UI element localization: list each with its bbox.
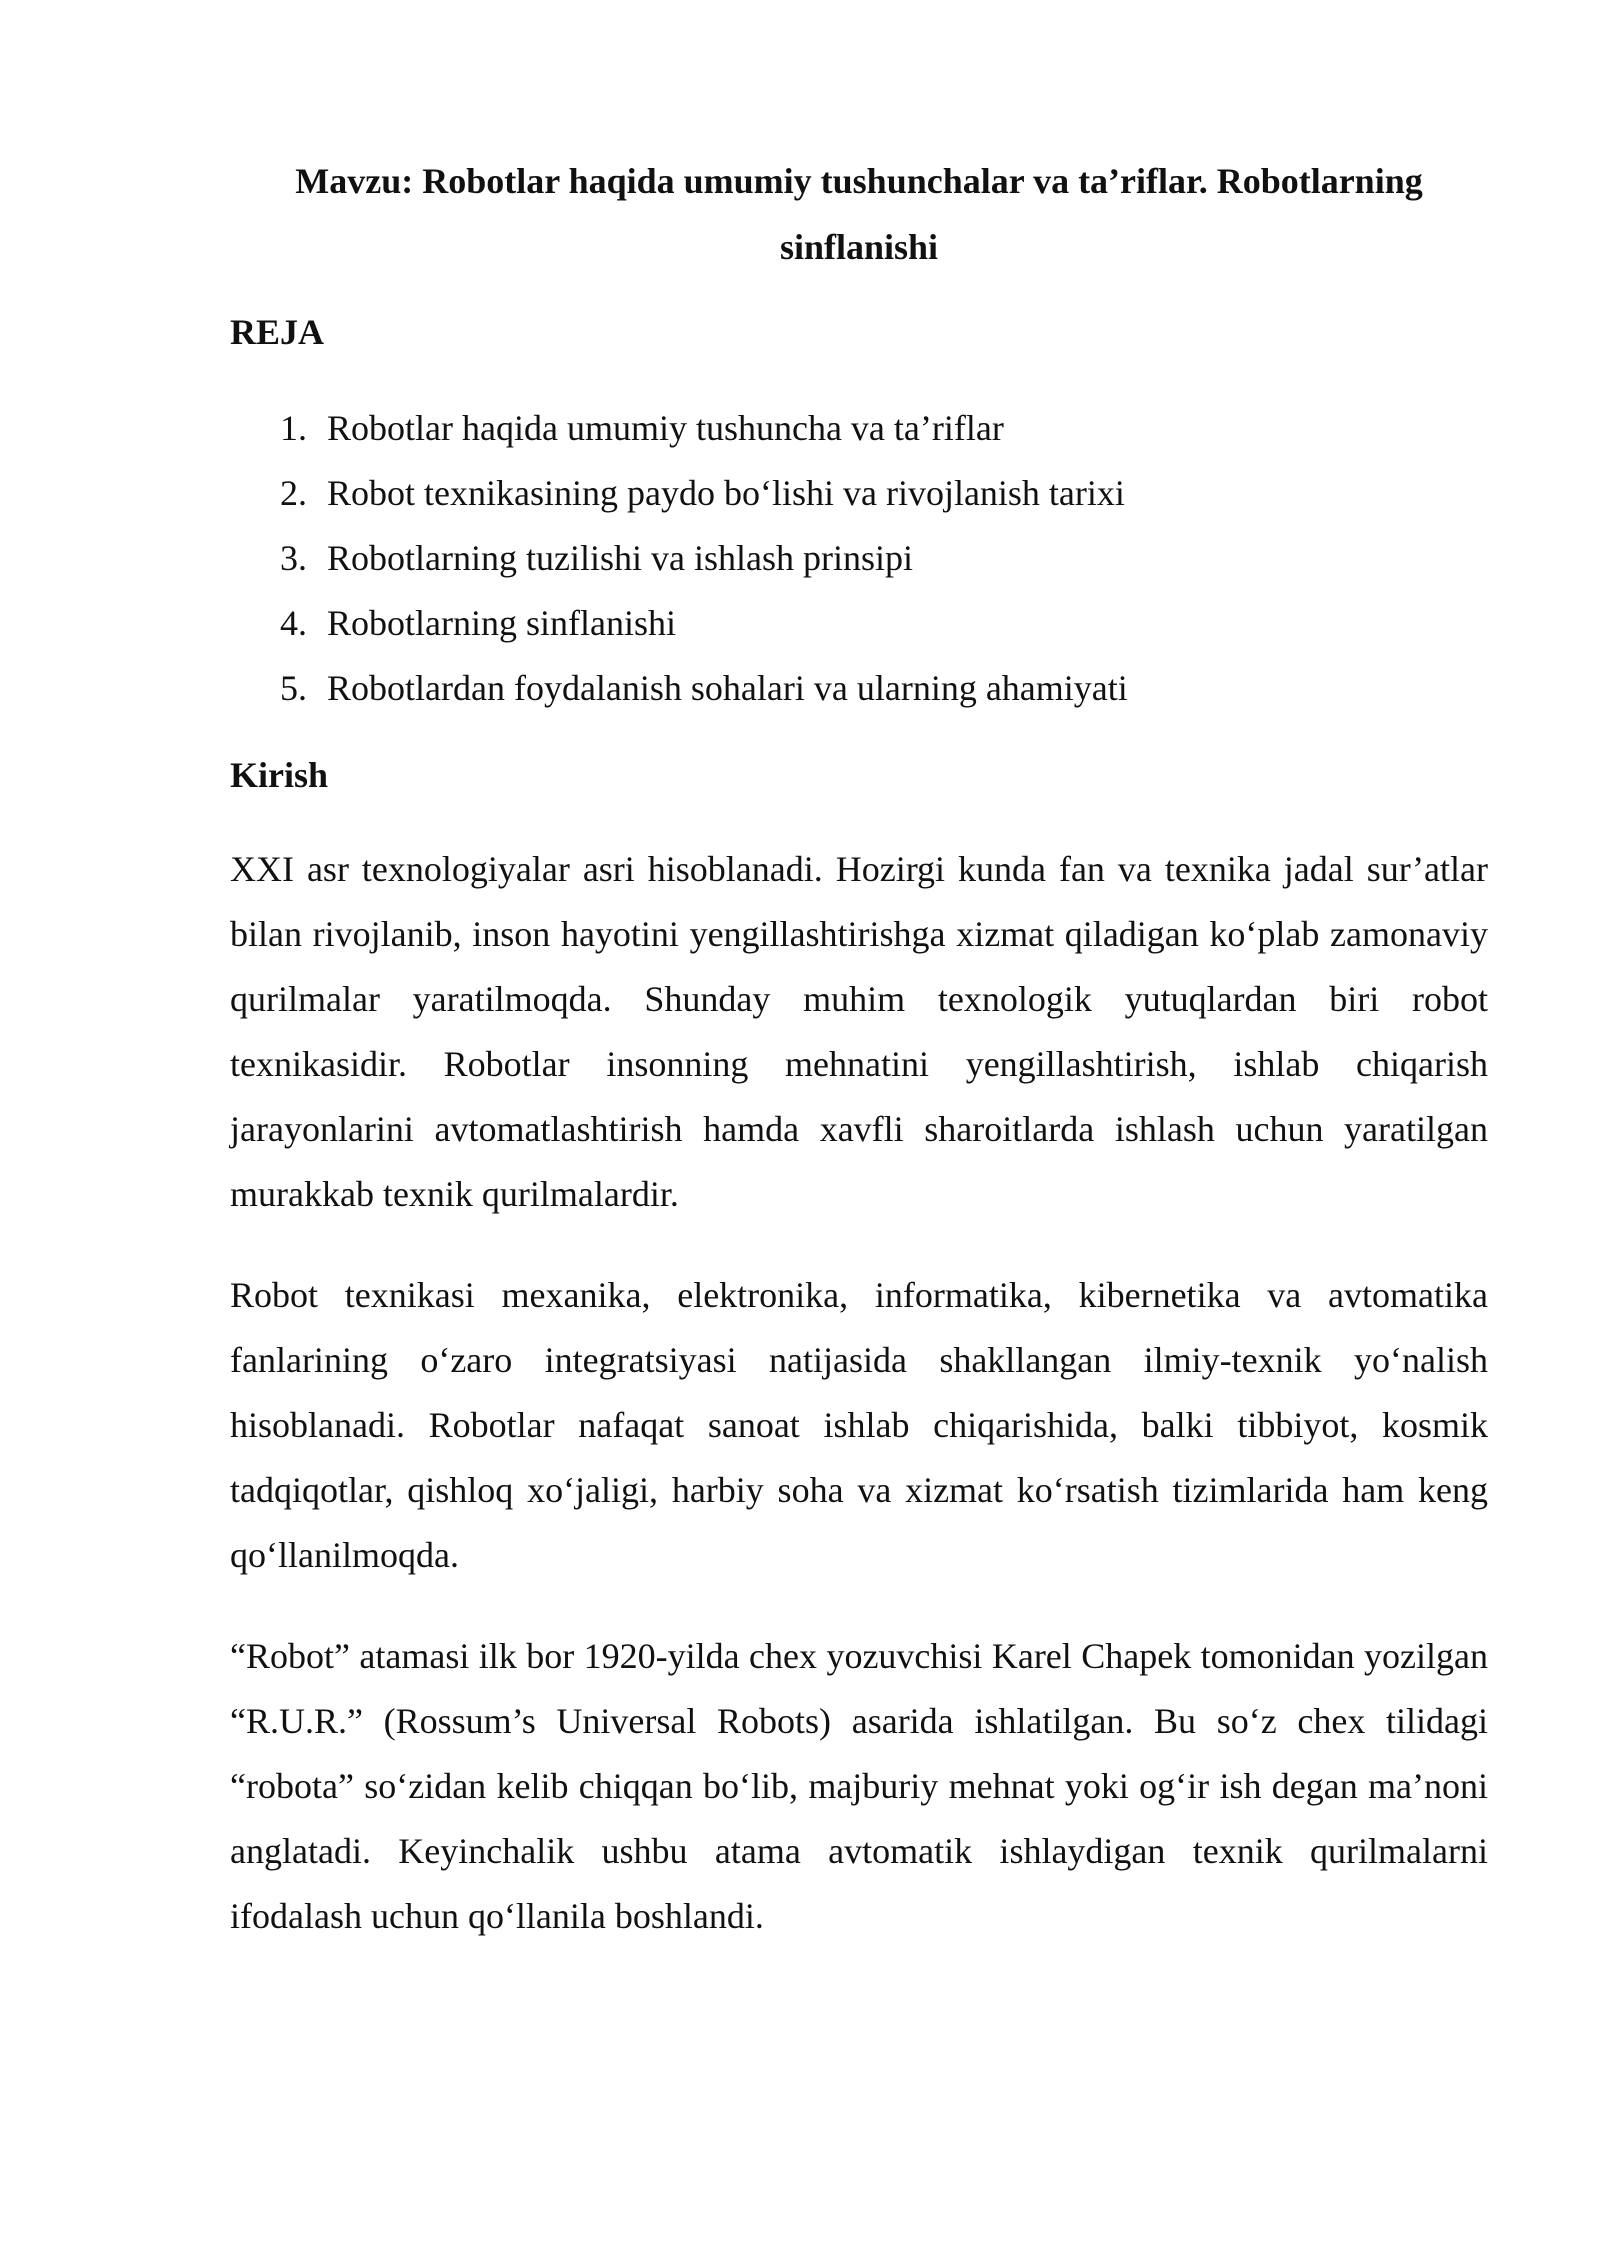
plan-list [230,396,1488,721]
plan-item-number: 5. [280,668,307,708]
intro-heading: Kirish [230,755,329,795]
document-page [230,148,1488,1949]
plan-item-number: 4. [280,603,307,643]
plan-item [230,396,1488,461]
plan-item-text: Robotlarning tuzilishi va ishlash prinsipi [327,538,913,578]
plan-item-number: 1. [280,408,307,448]
plan-item [230,461,1488,526]
plan-item-text: Robotlarning sinflanishi [327,603,676,643]
intro-paragraph-2: Robot texnikasi mexanika, elektronika, informatika, kibernetika va avtomatika fanlarining o‘zaro integratsiyasi natijasida shakllangan ilmiy-texnik yo‘nalish hisoblanadi. Robotlar nafaqat sanoat ishlab chiqarishida, balki tibbiyot, kosmik tadqiqotlar, qishloq xo‘jaligi, harbiy soha va xizmat ko‘rsatish tizimlarida ham keng qo‘llanilmoqda. [230,1275,1488,1575]
plan-item [230,656,1488,721]
plan-item-number: 2. [280,473,307,513]
plan-item-text: Robotlar haqida umumiy tushuncha va ta’riflar [327,408,1004,448]
plan-item [230,591,1488,656]
plan-item-text: Robotlardan foydalanish sohalari va ularning ahamiyati [327,668,1128,708]
plan-item [230,526,1488,591]
plan-heading: REJA [230,312,325,352]
document-title: Mavzu: Robotlar haqida umumiy tushunchalar va ta’riflar. Robotlarning sinflanishi [295,161,1423,267]
intro-paragraph-1: XXI asr texnologiyalar asri hisoblanadi. Hozirgi kunda fan va texnika jadal sur’atlar bilan rivojlanib, inson hayotini yengillashtirishga xizmat qiladigan ko‘plab zamonaviy qurilmalar yaratilmoqda. Shunday muhim texnologik yutuqlardan biri robot texnikasidir. Robotlar insonning mehnatini yengillashtirish, ishlab chiqarish jarayonlarini avtomatlashtirish hamda xavfli sharoitlarda ishlash uchun yaratilgan murakkab texnik qurilmalardir. [230,849,1488,1214]
intro-paragraph-3: “Robot” atamasi ilk bor 1920-yilda chex yozuvchisi Karel Chapek tomonidan yozilgan “R.U.R.” (Rossum’s Universal Robots) asarida ishlatilgan. Bu so‘z chex tilidagi “robota” so‘zidan kelib chiqqan bo‘lib, majburiy mehnat yoki og‘ir ish degan ma’noni anglatadi. Keyinchalik ushbu atama avtomatik ishlaydigan texnik qurilmalarni ifodalash uchun qo‘llanila boshlandi. [230,1636,1488,1936]
plan-item-number: 3. [280,538,307,578]
plan-item-text: Robot texnikasining paydo bo‘lishi va rivojlanish tarixi [327,473,1125,513]
